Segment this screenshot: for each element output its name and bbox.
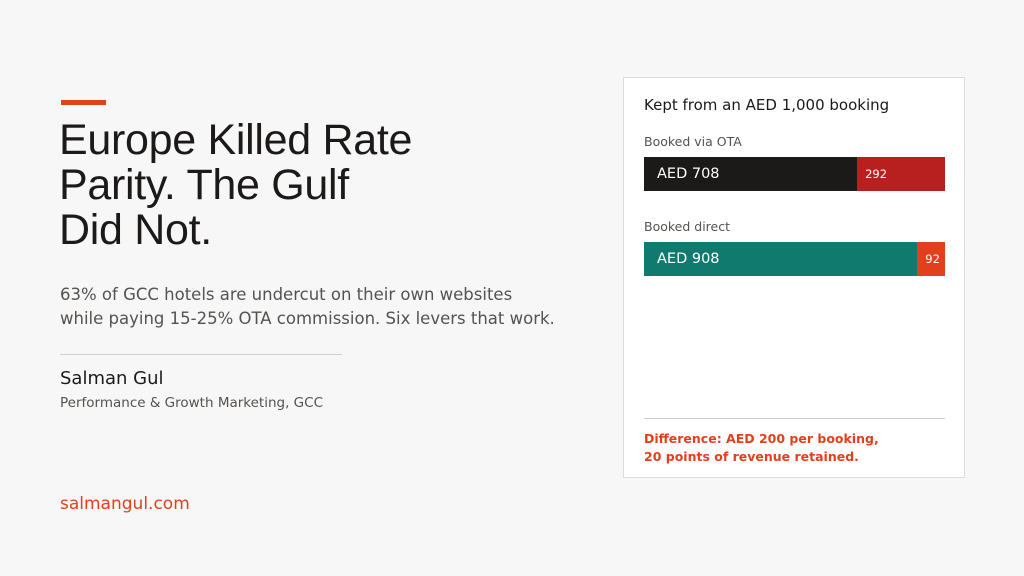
ota-kept-label: AED 708 [657, 166, 720, 182]
booking-comparison-card [623, 77, 965, 478]
headline [59, 118, 539, 253]
headline-line: Did Not. [59, 206, 212, 254]
card-divider [644, 418, 945, 419]
headline-line: Parity. The Gulf [59, 161, 349, 209]
direct-kept-label: AED 908 [657, 251, 720, 267]
difference-note [644, 430, 944, 466]
author-name: Salman Gul [60, 368, 164, 389]
ota-lost-label: 292 [865, 167, 888, 181]
note-line: Difference: AED 200 per booking, [644, 431, 879, 446]
divider [60, 354, 342, 355]
direct-row-label: Booked direct [644, 219, 730, 234]
subhead-line: while paying 15-25% OTA commission. Six levers that work. [60, 309, 555, 328]
ota-kept-segment [644, 157, 857, 191]
ota-lost-segment [857, 157, 945, 191]
ota-bar [644, 157, 945, 191]
ota-row-label: Booked via OTA [644, 134, 742, 149]
headline-line: Europe Killed Rate [59, 116, 413, 164]
accent-bar [61, 100, 106, 105]
direct-lost-segment [917, 242, 945, 276]
subhead-line: 63% of GCC hotels are undercut on their own websites [60, 285, 513, 304]
card-title: Kept from an AED 1,000 booking [644, 96, 890, 114]
direct-lost-label: 92 [925, 252, 940, 266]
site-link[interactable]: salmangul.com [60, 494, 190, 514]
subhead [60, 283, 620, 331]
author-role: Performance & Growth Marketing, GCC [60, 395, 323, 411]
direct-bar [644, 242, 945, 276]
note-line: 20 points of revenue retained. [644, 449, 859, 464]
direct-kept-segment [644, 242, 917, 276]
